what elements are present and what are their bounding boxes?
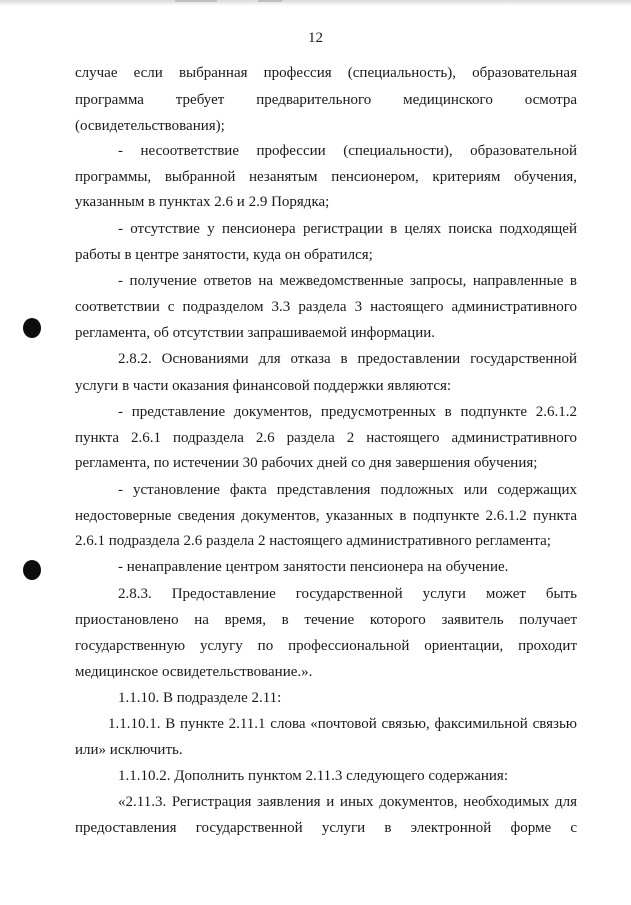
text-line: соответствии с подразделом 3.3 раздела 3 настоящего административного	[75, 299, 577, 315]
text-line: недостоверные сведения документов, указанных в подпункте 2.6.1.2 пункта	[75, 508, 577, 524]
text-line: 2.6.1 подраздела 2.6 раздела 2 настоящего административного регламента;	[75, 533, 551, 549]
text-line: регламента, об отсутствии запрашиваемой информации.	[75, 325, 436, 341]
text-line: 1.1.10.1. В пункте 2.11.1 слова «почтовой связью, факсимильной связью	[108, 716, 577, 732]
text-line: регламента, по истечении 30 рабочих дней со дня завершения обучения;	[75, 455, 538, 471]
text-line: пункта 2.6.1 подраздела 2.6 раздела 2 настоящего административного	[75, 430, 577, 446]
scan-edge-shadow	[0, 0, 631, 6]
text-line: - отсутствие у пенсионера регистрации в целях поиска подходящей	[118, 221, 577, 237]
text-line: случае если выбранная профессия (специальность), образовательная	[75, 65, 577, 81]
punch-hole	[23, 318, 41, 338]
punch-hole	[23, 560, 41, 580]
text-line: или» исключить.	[75, 742, 183, 758]
text-line: медицинское освидетельствование.».	[75, 664, 313, 680]
text-line: 2.8.3. Предоставление государственной услуги может быть	[118, 586, 577, 602]
text-line: услуги в части оказания финансовой поддержки являются:	[75, 378, 452, 394]
text-line: предоставления государственной услуги в электронной форме с	[75, 820, 577, 836]
text-line: 1.1.10. В подразделе 2.11:	[118, 690, 282, 706]
page-number: 12	[308, 30, 323, 46]
text-line: работы в центре занятости, куда он обратился;	[75, 247, 373, 263]
text-line: программа требует предварительного медицинского осмотра	[75, 92, 577, 108]
text-line: (освидетельствования);	[75, 118, 225, 134]
text-line: 1.1.10.2. Дополнить пунктом 2.11.3 следующего содержания:	[118, 768, 508, 784]
scan-edge-mark	[175, 0, 217, 2]
text-line: программы, выбранной незанятым пенсионером, критериям обучения,	[75, 169, 577, 185]
text-line: государственную услугу по профессиональной ориентации, проходит	[75, 638, 577, 654]
text-line: указанным в пунктах 2.6 и 2.9 Порядка;	[75, 194, 330, 210]
text-line: - установление факта представления подложных или содержащих	[118, 482, 577, 498]
scan-edge-mark	[258, 0, 282, 2]
text-line: - представление документов, предусмотренных в подпункте 2.6.1.2	[118, 404, 577, 420]
text-line: «2.11.3. Регистрация заявления и иных документов, необходимых для	[118, 794, 577, 810]
text-line: - несоответствие профессии (специальности), образовательной	[118, 143, 577, 159]
text-line: приостановлено на время, в течение которого заявитель получает	[75, 612, 577, 628]
text-line: - ненаправление центром занятости пенсионера на обучение.	[118, 559, 509, 575]
text-line: - получение ответов на межведомственные запросы, направленные в	[118, 273, 577, 289]
text-line: 2.8.2. Основаниями для отказа в предоставлении государственной	[118, 351, 577, 367]
